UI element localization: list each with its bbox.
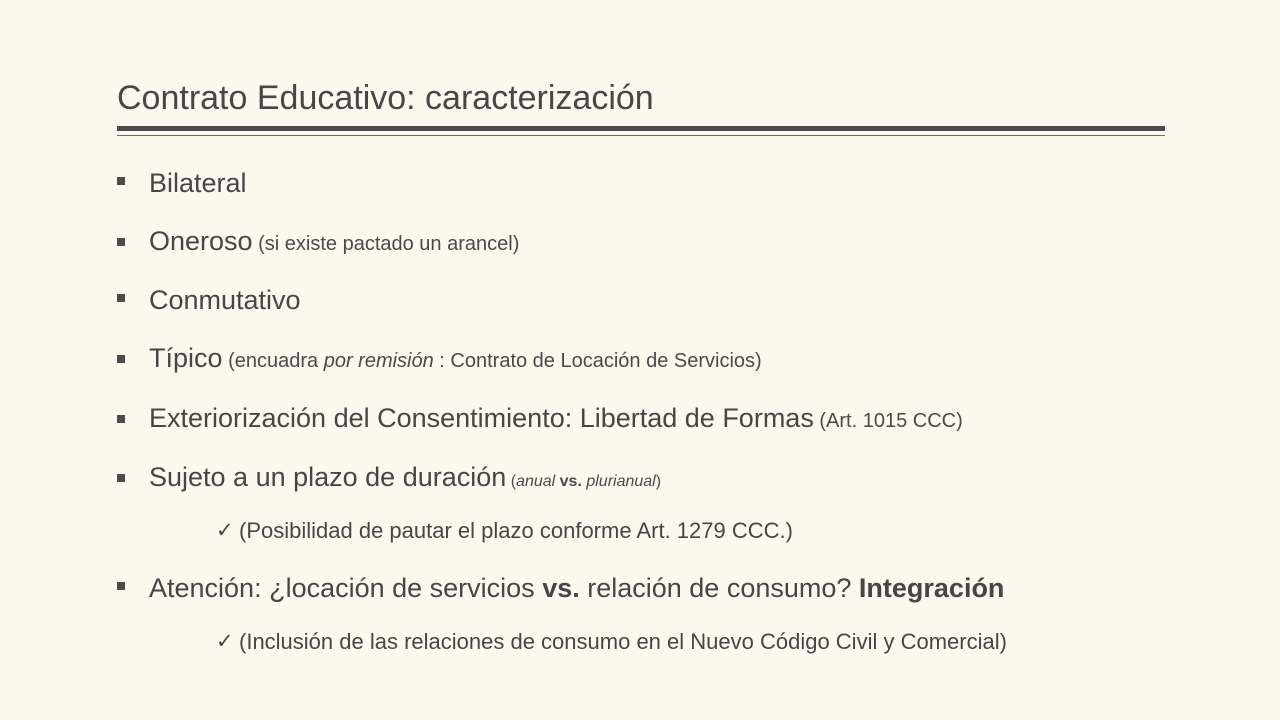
square-bullet-icon <box>117 238 125 246</box>
square-bullet-icon <box>117 582 125 590</box>
bullet-main-text: Conmutativo <box>149 285 301 315</box>
bullet-item-atencion <box>117 571 1004 605</box>
note-part: ( <box>506 473 517 490</box>
bullet-text-group <box>149 341 762 380</box>
square-bullet-icon <box>117 355 125 363</box>
check-item-text: (Posibilidad de pautar el plazo conforme Art. 1279 CCC.) <box>239 518 793 543</box>
square-bullet-icon <box>117 177 125 185</box>
attention-bold-text: vs. <box>542 573 580 603</box>
attention-bold-text: Integración <box>858 573 1005 603</box>
square-bullet-icon <box>117 415 125 423</box>
bullet-text-group <box>149 460 661 499</box>
bullet-item-oneroso <box>117 224 519 263</box>
attention-text: Atención: ¿locación de servicios <box>149 573 543 603</box>
note-part: : Contrato de Locación de Servicios) <box>433 350 762 372</box>
check-item-inclusion <box>216 627 1007 658</box>
bullet-text-group <box>149 401 963 440</box>
bullet-item-conmutativo <box>117 283 301 317</box>
square-bullet-icon <box>117 474 125 482</box>
bullet-main-text: Oneroso <box>149 226 253 256</box>
note-italic-part: anual <box>516 473 556 490</box>
check-item-text: (Inclusión de las relaciones de consumo en el Nuevo Código Civil y Comercial) <box>239 629 1007 654</box>
note-bold-part: vs. <box>555 473 582 490</box>
bullet-item-tipico <box>117 341 762 380</box>
note-italic-part: por remisión <box>323 350 434 372</box>
bullet-item-exteriorizacion <box>117 401 963 440</box>
bullet-main-text: Bilateral <box>149 168 247 198</box>
bullet-item-plazo <box>117 460 661 499</box>
bullet-main-text: Sujeto a un plazo de duración <box>149 462 507 492</box>
attention-text: relación de consumo? <box>579 573 859 603</box>
bullet-item-bilateral <box>117 166 247 200</box>
check-item-plazo <box>216 516 793 547</box>
title-underline-thin <box>117 135 1165 136</box>
bullet-main-text: Típico <box>149 343 223 373</box>
bullet-text-group <box>149 224 519 263</box>
bullet-text-group <box>149 571 1004 605</box>
square-bullet-icon <box>117 294 125 302</box>
bullet-main-text: Exteriorización del Consentimiento: Libertad de Formas <box>149 403 814 433</box>
checkmark-icon: ✓ <box>216 630 234 653</box>
slide-title: Contrato Educativo: caracterización <box>117 79 654 117</box>
bullet-note-text <box>223 350 762 372</box>
note-part: (encuadra <box>222 350 324 372</box>
note-part: ) <box>655 473 662 490</box>
note-italic-part: plurianual <box>581 473 656 490</box>
checkmark-icon: ✓ <box>216 519 234 542</box>
bullet-note-text <box>506 473 661 490</box>
bullet-note-text: (si existe pactado un arancel) <box>252 233 520 255</box>
bullet-note-text: (Art. 1015 CCC) <box>813 410 963 432</box>
title-underline-thick <box>117 126 1165 131</box>
